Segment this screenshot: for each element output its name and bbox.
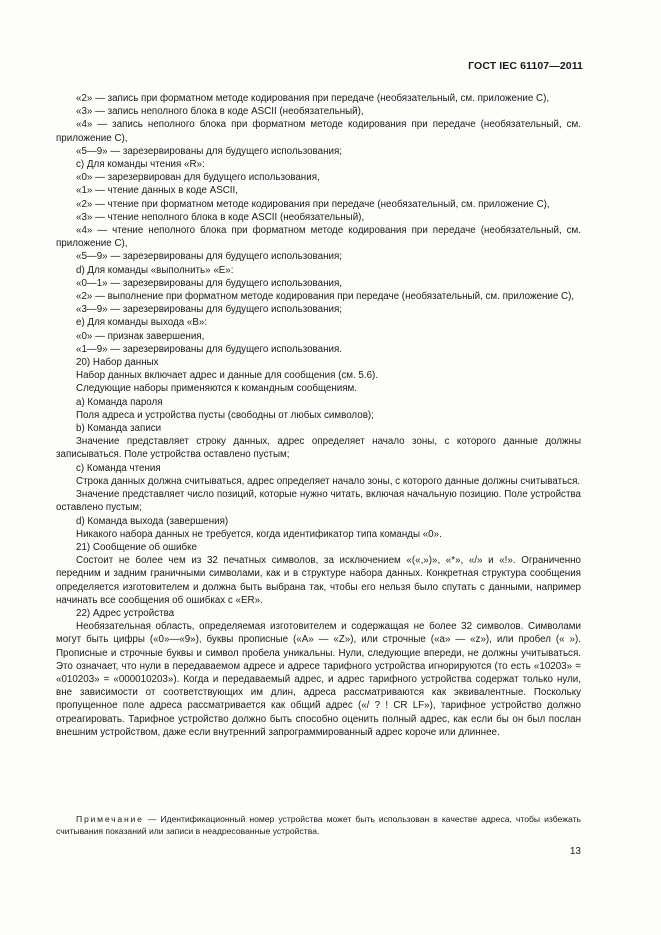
note-block (56, 813, 581, 837)
text-paragraph: «0» — признак завершения, (76, 330, 205, 342)
text-paragraph: Набор данных включает адрес и данные для сообщения (см. 5.6). (76, 370, 379, 382)
text-paragraph: Состоит не более чем из 32 печатных символов, за исключением «(«,»)», «*», «/» и «!». Ограниченно передним и задним граничными символами, как и в структуре набора данных. Конкретная структура сообщения определяется изготовителем и должна быть выбрана так, чтобы его нельзя было спутать с данными, например начинать все сообщения об ошибках с «ER». (56, 555, 581, 606)
text-paragraph: b) Команда записи (76, 423, 162, 435)
text-paragraph: Никакого набора данных не требуется, когда идентификатор типа команды «0». (76, 528, 442, 540)
text-paragraph: «2» — выполнение при форматном методе кодирования при передаче (необязательный, см. приложение С), (76, 291, 575, 303)
text-paragraph: Значение представляет строку данных, адрес определяет начало зоны, с которого данные должны записываться. Поле устройства оставлено пустым; (56, 436, 581, 461)
text-paragraph: Поля адреса и устройства пусты (свободны от любых символов); (76, 409, 374, 421)
text-paragraph: Строка данных должна считываться, адрес определяет начало зоны, с которого данные должны считываться. (76, 475, 581, 487)
standard-designation: ГОСТ IEC 61107—2011 (468, 60, 583, 72)
text-paragraph: Значение представляет число позиций, которые нужно читать, включая начальную позицию. Поле устройства оставлено пустым; (56, 489, 581, 514)
text-paragraph: «3—9» — зарезервированы для будущего использования; (76, 304, 343, 316)
text-paragraph: «2» — чтение при форматном методе кодирования при передаче (необязательный, см. приложение С), (76, 198, 550, 210)
text-paragraph: «4» — запись неполного блока при форматном методе кодирования при передаче (необязательный, см. приложение С), (56, 119, 581, 144)
text-paragraph: а) Команда пароля (76, 396, 163, 408)
text-paragraph: «0» — зарезервирован для будущего использования, (76, 172, 320, 184)
text-paragraph: Необязательная область, определяемая изготовителем и содержащая не более 32 символов. Символами могут быть цифры («0»—«9»), буквы прописные («А» — «Z»), или строчные («а» — «z»), или пробел (« »). Прописные и строчные буквы и символ пробела уникальны. Нули, следующие впереди, не должны учитываться. Это означает, что нули в передаваемом адресе и адресе тарифного устройства игнорируются (то есть «10203» = «010203» = «000010203»). Когда и передаваемый адрес, и адрес тарифного устройства содержат только нули, вне зависимости от соответствующих им длин, адреса рассматриваются как эквивалентные. Поскольку пропущенное поле адреса рассматривается как общий адрес («/ ? ! CR LF»), тарифное устройство должно отреагировать. Тарифное устройство должно быть способно оценить полный адрес, как если бы он был послан внешним устройством, даже если внутренний запрограммированный адрес короче или длиннее. (56, 621, 581, 738)
page-number: 13 (569, 846, 581, 857)
note-paragraph (56, 813, 581, 837)
text-paragraph: «1» — чтение данных в коде ASCII, (76, 185, 238, 197)
text-paragraph: 22) Адрес устройства (76, 607, 175, 619)
text-paragraph: «2» — запись при форматном методе кодирования при передаче (необязательный, см. приложение С), (76, 93, 550, 104)
text-paragraph: «3» — чтение неполного блока в коде ASCII (необязательный), (76, 211, 365, 223)
text-paragraph: е) Для команды выхода «В»: (76, 317, 208, 329)
text-paragraph: 20) Набор данных (76, 357, 159, 369)
main-text (56, 92, 581, 739)
note-label: Примечание (76, 814, 144, 824)
text-paragraph: d) Для команды «выполнить» «Е»: (76, 264, 234, 276)
text-paragraph: «1—9» — зарезервированы для будущего использования. (76, 343, 343, 355)
text-paragraph: d) Команда выхода (завершения) (76, 515, 229, 527)
text-paragraph: с) Для команды чтения «R»: (76, 159, 205, 171)
text-paragraph: «0—1» — зарезервированы для будущего использования, (76, 277, 343, 289)
text-paragraph: «5—9» — зарезервированы для будущего использования; (76, 251, 343, 263)
text-paragraph: Следующие наборы применяются к командным сообщениям. (76, 383, 358, 395)
note-text: — Идентификационный номер устройства может быть использован в качестве адреса, чтобы избежать считывания показаний или записи в неадресованные устройства. (56, 814, 581, 836)
text-paragraph: с) Команда чтения (76, 462, 161, 474)
text-paragraph: «3» — запись неполного блока в коде ASCII (необязательный), (76, 106, 364, 118)
text-paragraph: «4» — чтение неполного блока при форматном методе кодирования при передаче (необязательный, см. приложение С), (56, 225, 581, 250)
text-paragraph: 21) Сообщение об ошибке (76, 541, 197, 553)
text-paragraph: «5—9» — зарезервированы для будущего использования; (76, 145, 343, 157)
